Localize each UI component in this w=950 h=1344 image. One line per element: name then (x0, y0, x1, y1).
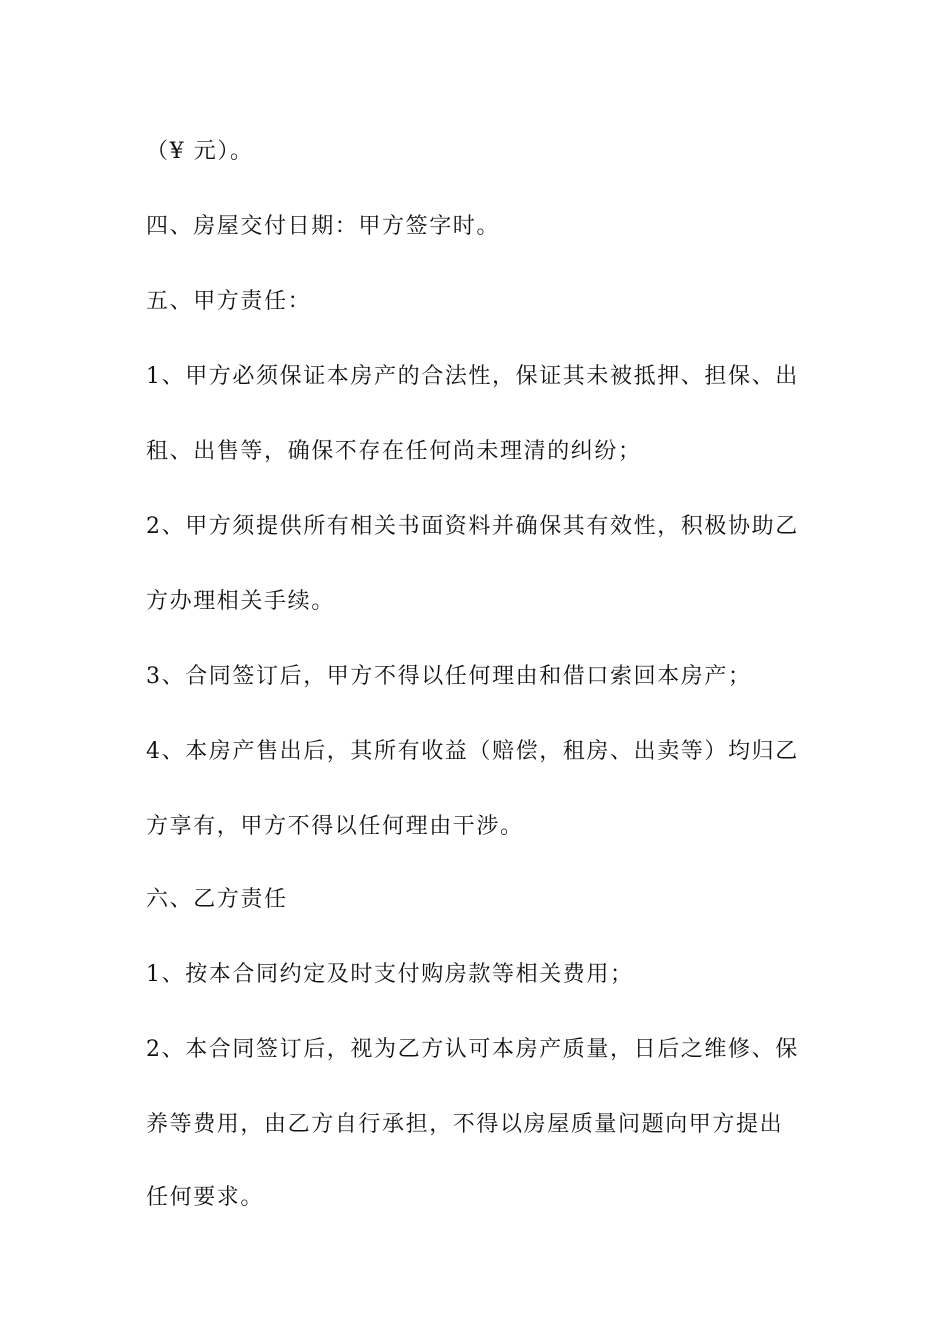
party-a-clause-2-line-1: 2、甲方须提供所有相关书面资料并确保其有效性，积极协助乙 (146, 514, 799, 539)
party-a-clause-1-line-2: 租、出售等，确保不存在任何尚未理清的纠纷； (146, 439, 642, 464)
price-line: （¥ 元）。 (146, 139, 254, 164)
party-b-clause-1: 1、按本合同约定及时支付购房款等相关费用； (146, 962, 634, 987)
section-four-delivery-date: 四、房屋交付日期：甲方签字时。 (146, 214, 501, 239)
party-b-clause-2-line-2: 养等费用，由乙方自行承担，不得以房屋质量问题向甲方提出 (146, 1112, 784, 1137)
party-b-clause-2-line-3: 任何要求。 (146, 1185, 265, 1210)
party-a-clause-4-line-1: 4、本房产售出后，其所有收益（赔偿，租房、出卖等）均归乙 (146, 739, 799, 764)
party-a-clause-3: 3、合同签订后，甲方不得以任何理由和借口索回本房产； (146, 664, 752, 689)
party-b-clause-2-line-1: 2、本合同签订后，视为乙方认可本房产质量，日后之维修、保 (146, 1037, 799, 1062)
party-a-clause-4-line-2: 方享有，甲方不得以任何理由干涉。 (146, 814, 524, 839)
party-a-clause-2-line-2: 方办理相关手续。 (146, 589, 335, 614)
party-a-clause-1-line-1: 1、甲方必须保证本房产的合法性，保证其未被抵押、担保、出 (146, 364, 799, 389)
section-five-heading: 五、甲方责任： (146, 289, 312, 314)
section-six-heading: 六、乙方责任 (146, 887, 288, 912)
